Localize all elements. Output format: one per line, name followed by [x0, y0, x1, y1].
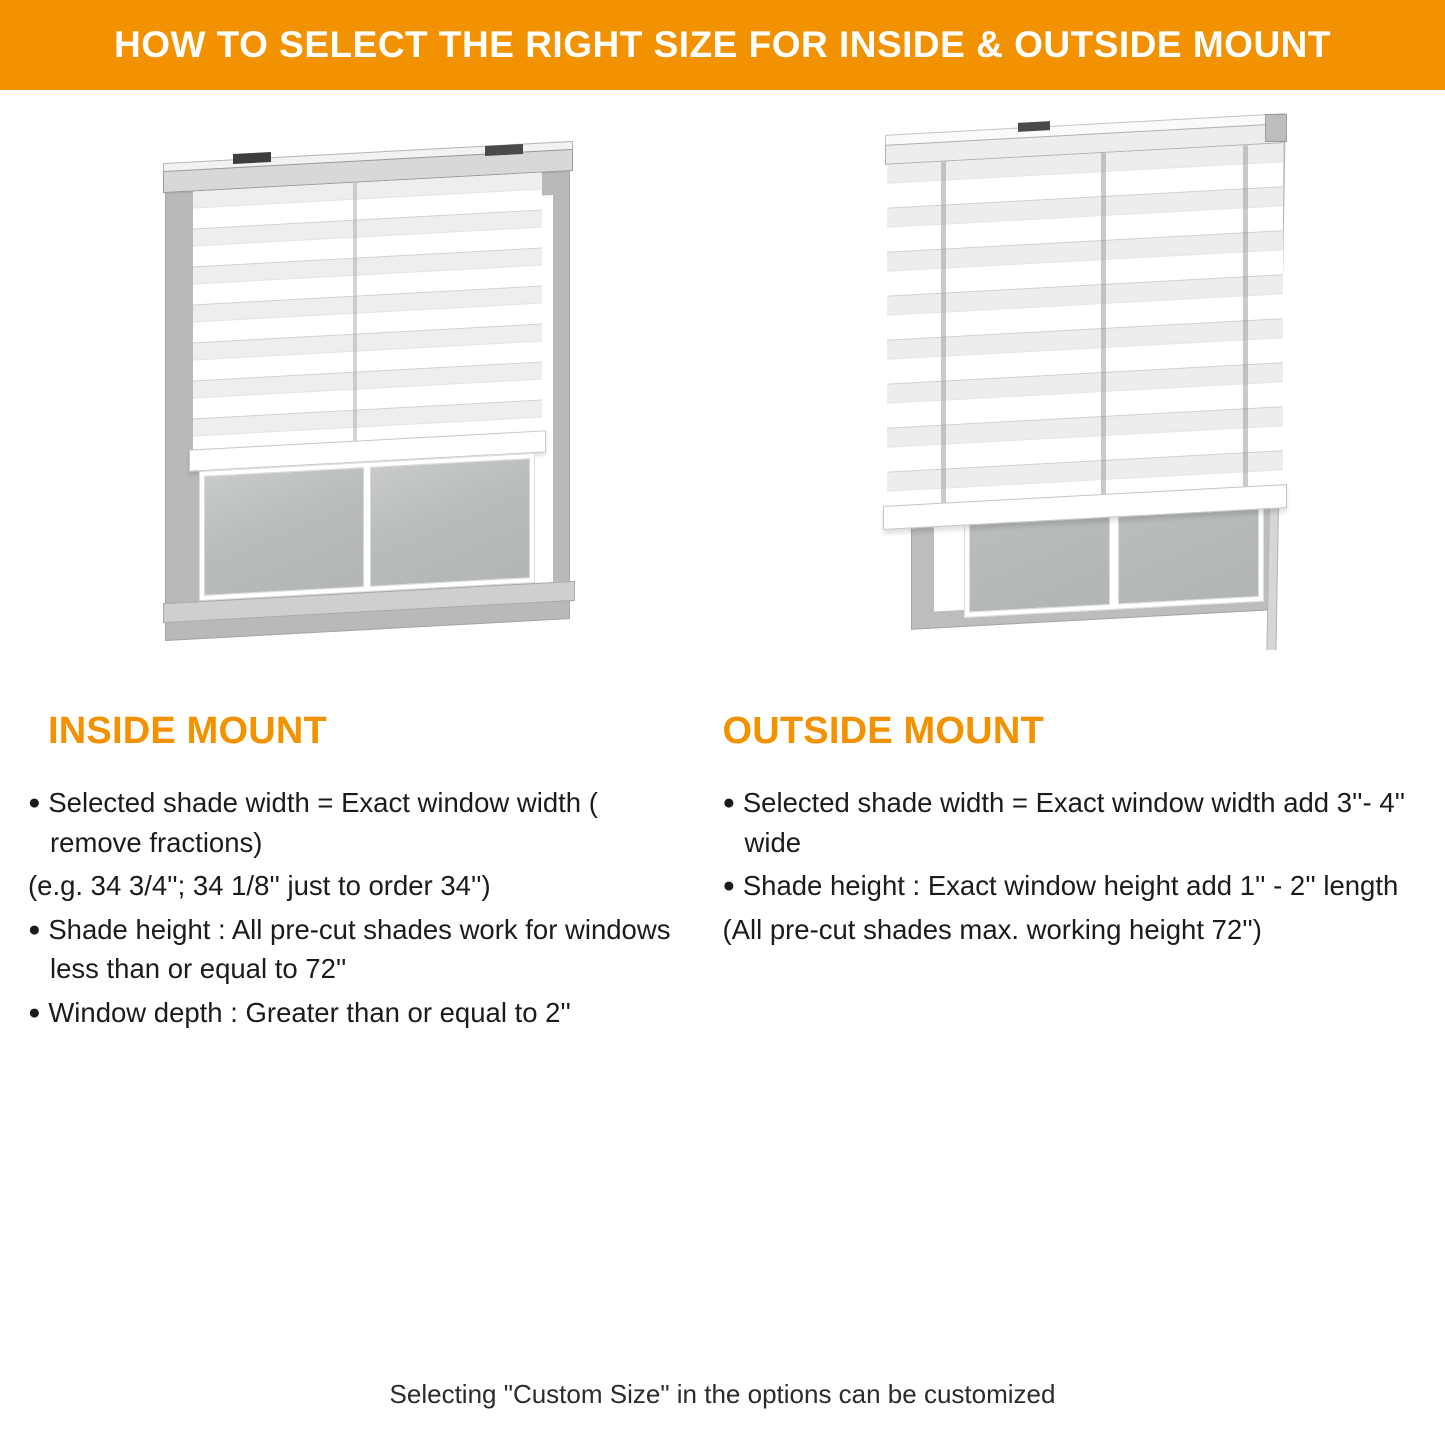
page-title: HOW TO SELECT THE RIGHT SIZE FOR INSIDE & OUTSIDE MOUNT [113, 24, 1331, 65]
outside-mount-window-illustration [873, 110, 1333, 680]
illustrations-row [0, 90, 1445, 710]
inside-mount-bullet-list [28, 783, 693, 1033]
list-item [28, 993, 693, 1033]
list-item: (All pre-cut shades max. working height 72'') [722, 913, 1262, 945]
bullet-dot-icon: ● [722, 874, 736, 898]
list-item-text: Shade height : Exact window height add 1'' - 2'' length [742, 870, 1399, 902]
window-mullion [1101, 153, 1106, 503]
bullet-dot-icon: ● [28, 1000, 41, 1024]
bullet-dot-icon: ● [722, 791, 736, 814]
mounting-bracket-right [485, 144, 523, 156]
list-item-text: Selected shade width = Exact window width add 3''- 4'' wide [742, 787, 1406, 858]
window-frame-edge-left [941, 162, 946, 512]
inside-mount-instructions [0, 710, 723, 1037]
mounting-bracket-left [233, 152, 271, 164]
list-item [723, 866, 1426, 906]
zebra-shade-fabric [193, 173, 542, 460]
glass-pane-right [370, 458, 530, 587]
outside-mount-instructions [723, 710, 1445, 1037]
outside-mount-bullet-list [723, 783, 1426, 949]
zebra-shade-fabric [887, 143, 1283, 514]
header-banner [0, 0, 1445, 90]
list-item [28, 783, 693, 862]
window-mullion [353, 183, 357, 451]
bullet-dot-icon: ● [28, 917, 41, 941]
outside-mount-illustration-column [723, 100, 1445, 710]
list-item-text: Selected shade width = Exact window width ( remove fractions) [48, 787, 598, 858]
list-item [723, 783, 1426, 862]
footer-note: Selecting "Custom Size" in the options can be customized [389, 1379, 1056, 1409]
glass-pane-left [204, 467, 364, 596]
list-item-text: Shade height : All pre-cut shades work for windows less than or equal to 72'' [48, 913, 671, 985]
window-glass-area [199, 453, 535, 601]
list-item [28, 910, 693, 989]
outside-mount-title: OUTSIDE MOUNT [722, 710, 1044, 752]
bullet-dot-icon: ● [28, 791, 41, 814]
inside-mount-window-illustration [155, 140, 585, 670]
list-item: (e.g. 34 3/4''; 34 1/8'' just to order 34'') [28, 870, 491, 902]
inside-mount-title: INSIDE MOUNT [48, 710, 327, 752]
instructions-row [0, 710, 1445, 1037]
window-frame-edge-right [1243, 145, 1248, 495]
list-item-text: Window depth : Greater than or equal to 2'' [48, 996, 571, 1028]
headrail-end-cap [1265, 114, 1287, 142]
mounting-bracket [1018, 121, 1050, 132]
inside-mount-illustration-column [0, 100, 723, 710]
